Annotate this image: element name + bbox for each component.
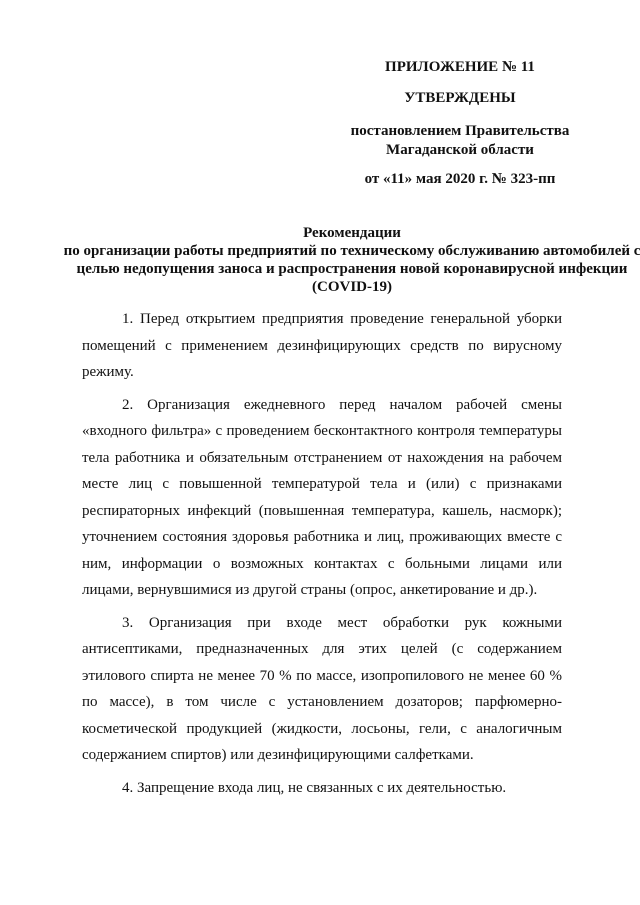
paragraph-3: 3. Организация при входе мест обработки рук кожными антисептиками, предназначенных для этих целей (с содержанием этилового спирта не менее 70 % по массе, изопропилового не менее 60 % по массе), в том числе с установлением дозаторов; парфюмерно-косметической продукцией (жидкости, лосьоны, гели, с аналогичным содержанием спиртов) или дезинфицирующими салфетками.	[82, 614, 562, 763]
paragraph-1: 1. Перед открытием предприятия проведение генеральной уборки помещений с применением дезинфицирующих средств по вирусному режиму.	[82, 311, 562, 380]
paragraph-4: 4. Запрещение входа лиц, не связанных с их деятельностью.	[122, 779, 507, 796]
appendix-number: ПРИЛОЖЕНИЕ № 11	[385, 59, 535, 75]
title-heading: Рекомендации	[303, 225, 401, 241]
approval-stamp	[340, 58, 580, 189]
document-title	[60, 224, 640, 296]
title-subtitle: по организации работы предприятий по техническому обслуживанию автомобилей с целью недопущения заноса и распространения новой коронавирусной инфекции (COVID-19)	[63, 243, 640, 295]
decree-reference: постановлением Правительства Магаданской области	[350, 123, 570, 158]
document-body	[82, 306, 562, 807]
approved-label: УТВЕРЖДЕНЫ	[404, 90, 516, 106]
paragraph-2: 2. Организация ежедневного перед началом рабочей смены «входного фильтра» с проведением бесконтактного контроля температуры тела работника и обязательным отстранением от нахождения на рабочем месте лиц с повышенной температурой тела и (или) с признаками респираторных инфекций (повышенная температура, кашель, насморк); уточнением состояния здоровья работника и лиц, проживающих вместе с ним, информации о возможных контактах с больными лицами или лицами, вернувшимися из другой страны (опрос, анкетирование и др.).	[82, 396, 562, 598]
decree-date-number: от «11» мая 2020 г. № 323-пп	[364, 171, 556, 187]
